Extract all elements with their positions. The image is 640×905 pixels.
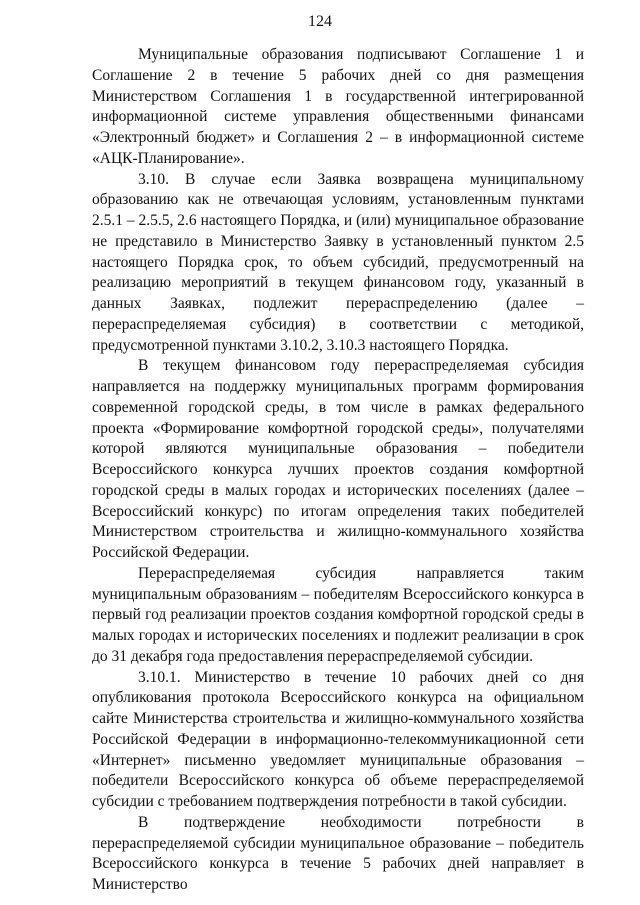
paragraph-redistributed-subsidy-term: Перераспределяемая субсидия направляется таким муниципальным образованиям – победителям Всероссийского конкурса в первый год реализации проектов создания комфортной городской среды в малых городах и исторических поселениях и подлежит реализации в срок до 31 декабря года предоставления перераспределяемой субсидии.	[92, 564, 584, 665]
document-body	[92, 45, 584, 896]
page-number: 124	[308, 13, 332, 30]
paragraph-signing-agreements: Муниципальные образования подписывают Соглашение 1 и Соглашение 2 в течение 5 рабочих дней со дня размещения Министерством Соглашения 1 в государственной интегрированной информационной системе управления общественными финансами «Электронный бюджет» и Соглашения 2 – в информационной системе «АЦК-Планирование».	[92, 46, 584, 167]
paragraph-clause-3-10: 3.10. В случае если Заявка возвращена муниципальному образованию как не отвечающая условиям, установленным пунктами 2.5.1 – 2.5.5, 2.6 настоящего Порядка, и (или) муниципальное образование не представило в Министерство Заявку в установленный пунктом 2.5 настоящего Порядка срок, то объем субсидий, предусмотренный на реализацию мероприятий в текущем финансовом году, указанный в данных Заявках, подлежит перераспределению (далее – перераспределяемая субсидия) в соответствии с методикой, предусмотренной пунктами 3.10.2, 3.10.3 настоящего Порядка.	[92, 170, 584, 354]
paragraph-clause-3-10-1: 3.10.1. Министерство в течение 10 рабочих дней со дня опубликования протокола Всероссийского конкурса на официальном сайте Министерства строительства и жилищно-коммунального хозяйства Российской Федерации в информационно-телекоммуникационной сети «Интернет» письменно уведомляет муниципальные образования – победители Всероссийского конкурса об объеме перераспределяемой субсидии с требованием подтверждения потребности в такой субсидии.	[92, 668, 584, 810]
paragraph-redistributed-subsidy-purpose: В текущем финансовом году перераспределяемая субсидия направляется на поддержку муниципальных программ формирования современной городской среды, в том числе в рамках федерального проекта «Формирование комфортной городской среды», получателями которой являются муниципальные образования – победители Всероссийского конкурса лучших проектов создания комфортной городской среды в малых городах и исторических поселениях (далее – Всероссийский конкурс) по итогам определения таких победителей Министерством строительства и жилищно-коммунального хозяйства Российской Федерации.	[92, 357, 584, 561]
paragraph-confirmation-of-need: В подтверждение необходимости потребности в перераспределяемой субсидии муниципальное образование – победитель Всероссийского конкурса в течение 5 рабочих дней направляет в Министерство	[92, 813, 584, 893]
